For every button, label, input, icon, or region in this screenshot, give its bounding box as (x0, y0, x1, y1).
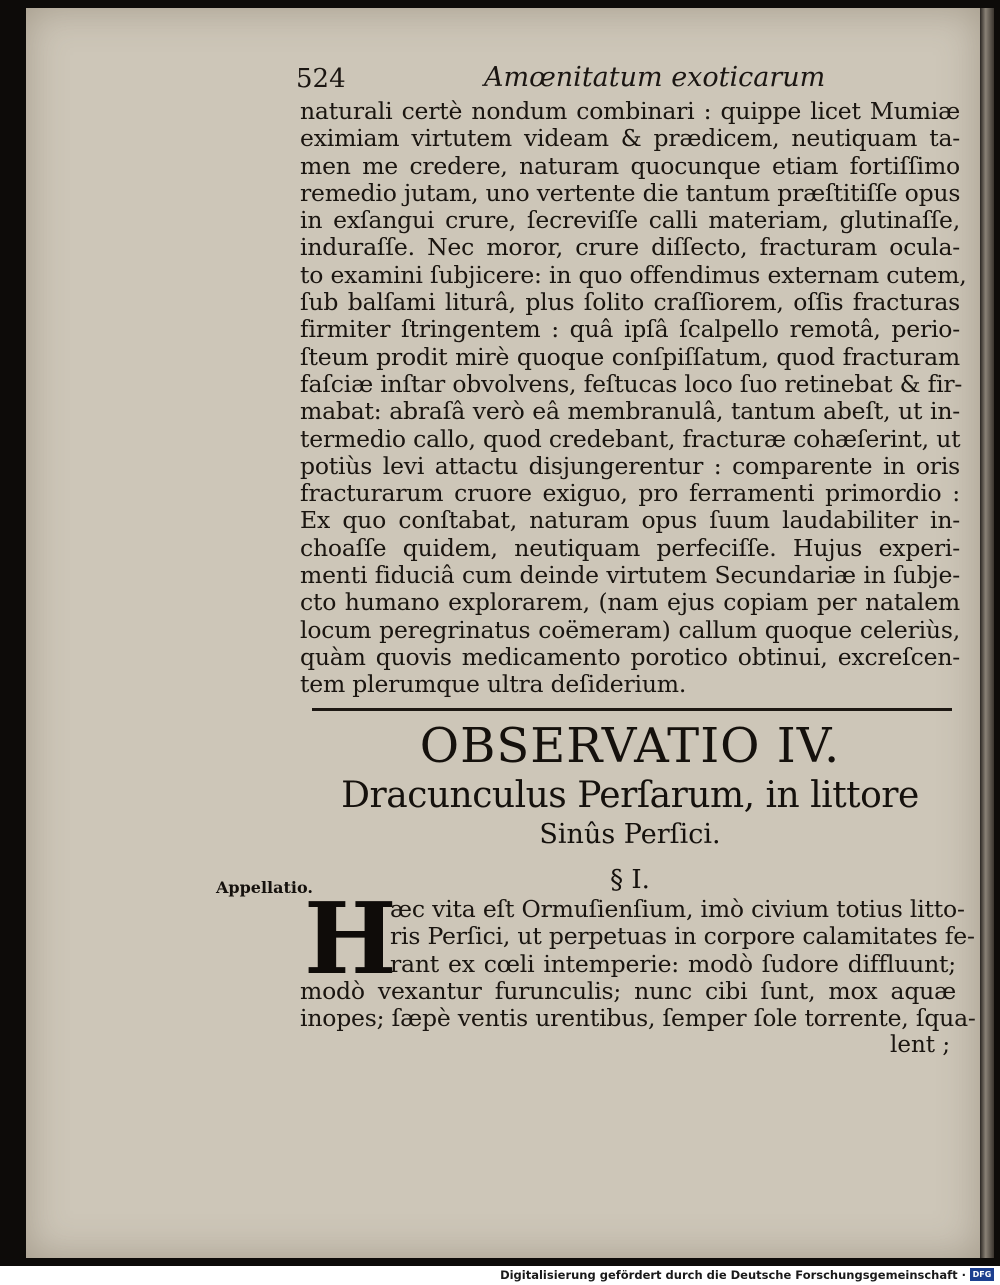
text-line: æc vita eſt Ormuſienſium, imò civium totius litto- (390, 895, 965, 923)
drop-cap-paragraph (390, 895, 975, 978)
text-line: cto humano explorarem, (nam ejus copiam per natalem (300, 588, 960, 617)
running-title: Amœnitatum exoticarum (484, 62, 826, 93)
text-line: tem plerumque ultra deſiderium. (300, 670, 687, 699)
footer (0, 1266, 1000, 1285)
text-line: faſciæ inſtar obvolvens, feſtucas loco ſuo retinebat & fir- (300, 369, 963, 398)
text-line: mabat: abraſâ verò eâ membranulâ, tantum abeſt, ut in- (300, 397, 960, 426)
text-line: quàm quovis medicamento porotico obtinui, excreſcen- (300, 642, 960, 671)
text-line: choaſſe quidem, neutiquam perfeciſſe. Hujus experi- (300, 533, 960, 562)
section-paragraph (300, 977, 976, 1033)
text-line: ſub balſami liturâ, plus ſolito craſſiorem, oſſis fracturas (300, 288, 960, 317)
body-paragraph (300, 97, 967, 699)
page-edge (980, 8, 994, 1258)
text-line: eximiam virtutem videam & prædicem, neutiquam ta- (300, 124, 960, 153)
text-line: termedio callo, quod credebant, fracturæ cohæſerint, ut (300, 424, 961, 453)
text-line: to examini ſubjicere: in quo offendimus externam cutem, (300, 260, 967, 289)
text-line: remedio jutam, uno vertente die tantum præſtitiſſe opus (300, 178, 961, 207)
text-line: rant ex cœli intemperie: modò ſudore diffluunt; (390, 949, 956, 978)
drop-cap: H (304, 882, 397, 997)
catchword: lent ; (890, 1032, 951, 1058)
text-line: naturali certè nondum combinari : quippe licet Mumiæ (300, 97, 960, 125)
observation-subtitle: Dracunculus Perſarum, in littore (341, 775, 919, 816)
section-divider (312, 708, 952, 711)
observation-subtitle-continued: Sinûs Perſici. (539, 819, 721, 850)
text-line: ris Perſici, ut perpetuas in corpore calamitates fe- (390, 922, 975, 951)
dfg-logo: DFG (970, 1268, 994, 1281)
text-line: firmiter ſtringentem : quâ ipſâ ſcalpello remotâ, perio- (300, 315, 960, 344)
text-line: inopes; ſæpè ventis urentibus, ſemper ſole torrente, ſqua- (300, 1004, 976, 1033)
margin-note: Appellatio. (216, 878, 313, 897)
page-number: 524 (296, 64, 346, 94)
text-line: ſteum prodit mirè quoque conſpiſſatum, quod fracturam (300, 342, 960, 371)
text-line: modò vexantur furunculis; nunc cibi ſunt, mox aquæ (300, 977, 956, 1005)
section-mark: § I. (610, 865, 650, 895)
text-line: men me credere, naturam quocunque etiam fortiſſimo (300, 151, 960, 180)
page-header (296, 60, 956, 96)
text-line: menti fiduciâ cum deinde virtutem Secundariæ in ſubje- (300, 561, 960, 590)
text-line: potiùs levi attactu disjungerentur : comparente in oris (300, 451, 960, 480)
text-line: induraſſe. Nec moror, crure diſſecto, fracturam ocula- (300, 233, 960, 262)
text-line: locum peregrinatus coëmeram) callum quoque celeriùs, (300, 615, 960, 644)
text-line: in exſangui crure, ſecreviſſe calli materiam, glutinaſſe, (300, 206, 960, 235)
text-line: Ex quo conſtabat, naturam opus ſuum laudabiliter in- (300, 506, 960, 535)
observation-heading: OBSERVATIO IV. (419, 718, 841, 774)
text-line: fracturarum cruore exiguo, pro ferramenti primordio : (300, 479, 960, 508)
funding-notice: Digitalisierung gefördert durch die Deutsche Forschungsgemeinschaft · (500, 1268, 966, 1282)
